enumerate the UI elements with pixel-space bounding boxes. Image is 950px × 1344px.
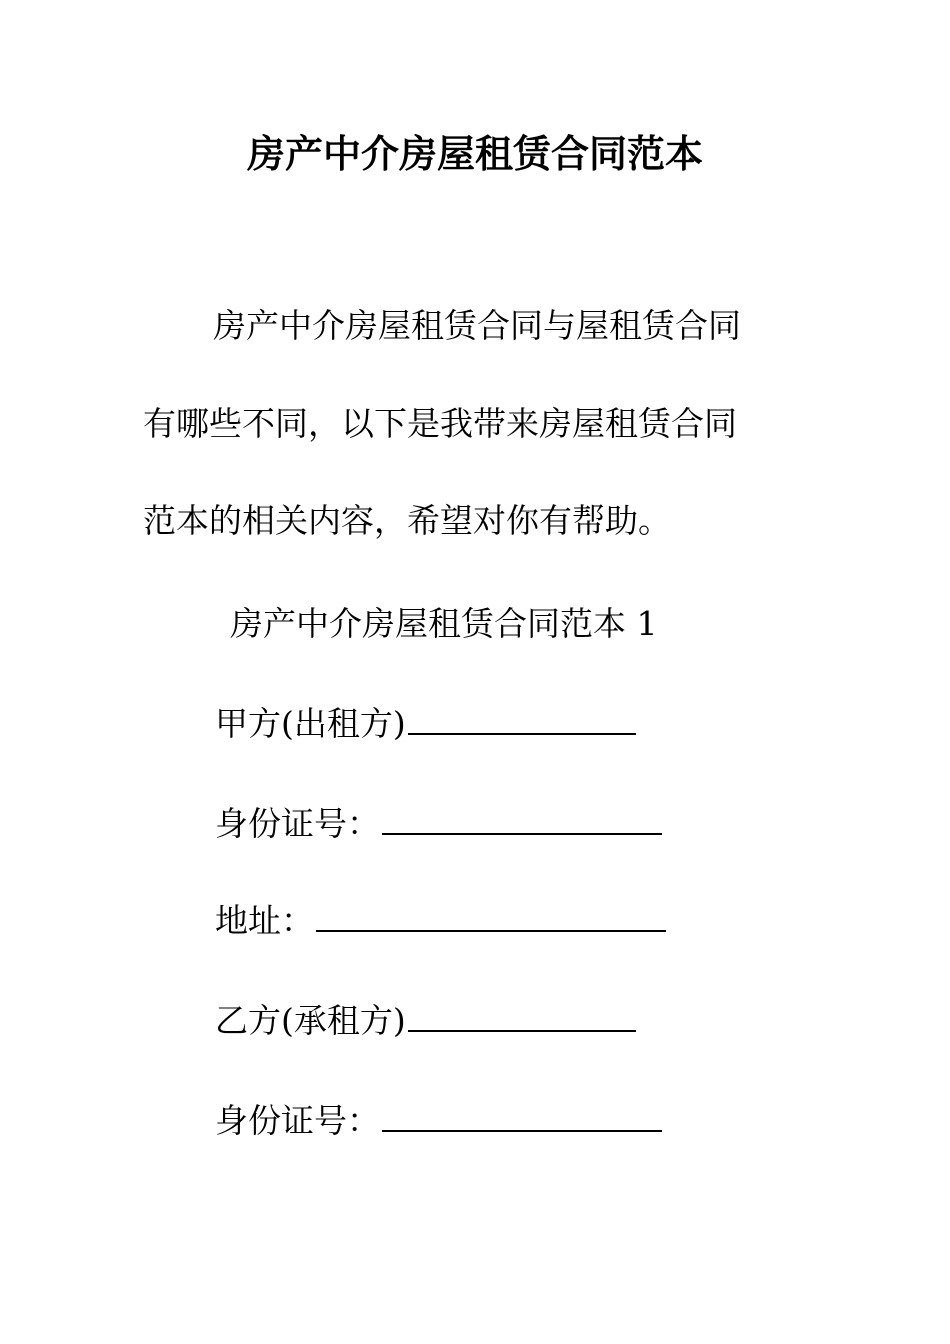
field-lessee (215, 997, 636, 1045)
fill-in-blank-line (382, 1102, 662, 1132)
field-lessee-id (215, 1097, 662, 1145)
field-lessor-id (215, 800, 662, 848)
fill-in-blank-line (408, 1002, 636, 1032)
field-lessee-label: 乙方(承租方) (215, 1001, 406, 1040)
intro-line-3: 范本的相关内容，希望对你有帮助。 (143, 501, 671, 540)
fill-in-blank-line (382, 805, 662, 835)
field-address-label: 地址： (215, 901, 314, 940)
intro-line-2: 有哪些不同，以下是我带来房屋租赁合同 (143, 404, 737, 443)
document-title: 房产中介房屋租赁合同范本 (246, 131, 703, 176)
field-address (215, 897, 666, 945)
field-lessor-label: 甲方(出租方) (215, 704, 406, 743)
field-lessor-id-label: 身份证号： (215, 804, 380, 843)
intro-line-1: 房产中介房屋租赁合同与屋租赁合同 (213, 306, 741, 345)
fill-in-blank-line (408, 705, 636, 735)
field-lessee-id-label: 身份证号： (215, 1101, 380, 1140)
fill-in-blank-line (316, 902, 666, 932)
field-lessor (215, 700, 636, 748)
section-title: 房产中介房屋租赁合同范本 1 (230, 604, 658, 643)
